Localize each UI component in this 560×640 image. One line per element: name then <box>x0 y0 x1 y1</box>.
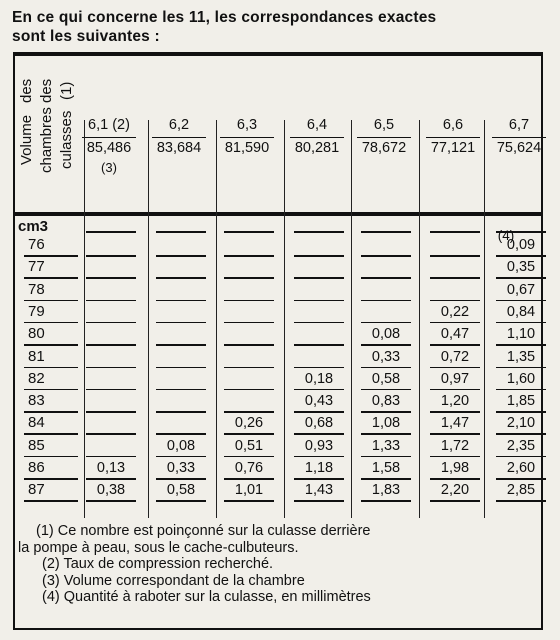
column-divider <box>284 120 285 518</box>
empty-cell-dash <box>430 255 480 257</box>
vlabel-line-2: des <box>18 78 35 104</box>
empty-cell-dash <box>361 231 411 233</box>
column-divider <box>351 120 352 518</box>
table-cell: 0,13 <box>96 460 126 476</box>
intro-line-1: En ce qui concerne les 11, les correspondances exactes <box>12 9 437 26</box>
footnote-3: (3) Volume correspondant de la chambre <box>42 572 305 589</box>
cell-rule <box>224 433 274 435</box>
footnote-2: (2) Taux de compression recherché. <box>42 556 274 572</box>
empty-cell-dash <box>156 344 206 346</box>
empty-cell-dash <box>224 300 274 302</box>
cell-rule <box>224 478 274 480</box>
row-rule <box>24 411 78 413</box>
cell-rule <box>430 500 480 502</box>
compression-ratio: 6,1 (2) <box>88 117 130 133</box>
cell-rule <box>361 456 411 458</box>
empty-cell-dash <box>294 231 344 233</box>
table-cell: 0,08 <box>371 326 401 343</box>
cell-rule <box>294 500 344 502</box>
compression-ratio: 6,4 <box>306 117 328 133</box>
empty-cell-dash <box>156 231 206 233</box>
cell-rule <box>156 456 206 458</box>
empty-cell-dash <box>430 300 480 302</box>
empty-cell-dash <box>224 411 274 413</box>
table-cell: 1,83 <box>371 482 401 499</box>
row-label: 78 <box>28 280 45 298</box>
cell-rule <box>430 389 480 391</box>
vlabel-line-3: chambres <box>38 107 55 173</box>
empty-cell-dash <box>156 367 206 369</box>
table-cell: 0,84 <box>506 303 536 320</box>
cell-rule <box>294 411 344 413</box>
empty-cell-dash <box>156 277 206 279</box>
cell-rule <box>361 344 411 346</box>
table-cell: 2,20 <box>440 482 470 499</box>
vlabel-line-1: Volume <box>18 114 35 166</box>
vlabel-line-5: culasses <box>58 110 75 170</box>
row-rule <box>24 478 78 480</box>
column-divider <box>216 120 217 518</box>
intro-line-2: sont les suivantes : <box>12 28 160 45</box>
row-rule <box>24 456 78 458</box>
empty-cell-dash <box>86 367 136 369</box>
table-cell: 1,01 <box>234 482 264 499</box>
empty-cell-dash <box>294 255 344 257</box>
header-separator <box>15 212 541 216</box>
footnote-1a: (1) Ce nombre est poinçonné sur la culasse derrière <box>36 523 371 539</box>
column-divider <box>419 120 420 518</box>
column-header <box>486 116 552 158</box>
cell-rule <box>496 277 546 279</box>
empty-cell-dash <box>156 255 206 257</box>
table-cell: 1,33 <box>371 437 401 454</box>
empty-cell-dash <box>361 277 411 279</box>
row-label: 83 <box>28 392 45 410</box>
column-header <box>146 116 212 158</box>
cell-rule <box>496 389 546 391</box>
table-cell: 0,68 <box>304 415 334 432</box>
chamber-volume: 83,684 <box>152 137 206 158</box>
table-cell: 2,60 <box>506 460 536 476</box>
table-cell: 0,58 <box>166 482 196 499</box>
compression-ratio: 6,2 <box>168 117 190 133</box>
empty-cell-dash <box>224 322 274 324</box>
table-cell: 2,35 <box>506 437 536 454</box>
cell-rule <box>86 500 136 502</box>
cell-rule <box>496 478 546 480</box>
empty-cell-dash <box>86 255 136 257</box>
table-cell: 1,20 <box>440 393 470 410</box>
empty-cell-dash <box>224 367 274 369</box>
empty-cell-dash <box>224 389 274 391</box>
vertical-label-top <box>17 66 81 116</box>
empty-cell-dash <box>361 300 411 302</box>
row-label: 86 <box>28 459 45 476</box>
intro-text <box>12 8 552 46</box>
unit-label: cm3 <box>18 218 49 235</box>
empty-cell-dash <box>294 322 344 324</box>
table-cell: 0,51 <box>234 437 264 454</box>
cell-rule <box>294 389 344 391</box>
cell-rule <box>430 456 480 458</box>
row-label: 82 <box>28 369 45 387</box>
table-cell: 0,43 <box>304 393 334 410</box>
table-cell: 1,08 <box>371 415 401 432</box>
column-header <box>76 116 142 177</box>
compression-ratio: 6,7 <box>508 117 530 133</box>
empty-cell-dash <box>294 300 344 302</box>
cell-rule <box>361 433 411 435</box>
column-header <box>351 116 417 158</box>
chamber-volume: 80,281 <box>290 137 344 158</box>
footnotes <box>18 523 543 606</box>
empty-cell-dash <box>224 231 274 233</box>
empty-cell-dash <box>156 433 206 435</box>
vlabel-line-4: des <box>38 78 55 104</box>
table-cell: 0,97 <box>440 370 470 387</box>
table-cell: 0,09 <box>506 237 536 253</box>
table-cell: 0,58 <box>371 370 401 387</box>
chamber-volume: 75,624 <box>492 137 546 158</box>
empty-cell-dash <box>430 277 480 279</box>
empty-cell-dash <box>86 433 136 435</box>
empty-cell-dash <box>86 389 136 391</box>
table-cell: 0,33 <box>166 460 196 476</box>
row-label: 81 <box>28 347 45 365</box>
cell-rule <box>156 500 206 502</box>
compression-ratio: 6,6 <box>442 117 464 133</box>
cell-rule <box>361 389 411 391</box>
row-rule <box>24 300 78 302</box>
table-cell: 0,76 <box>234 460 264 476</box>
cell-rule <box>224 456 274 458</box>
empty-cell-dash <box>86 300 136 302</box>
column-header <box>420 116 486 158</box>
column-header <box>214 116 280 158</box>
row-label: 85 <box>28 436 45 454</box>
empty-cell-dash <box>224 255 274 257</box>
compression-ratio: 6,5 <box>373 117 395 133</box>
table-cell: 1,72 <box>440 437 470 454</box>
column-divider <box>148 120 149 518</box>
empty-cell-dash <box>294 367 344 369</box>
empty-cell-dash <box>86 456 136 458</box>
empty-cell-dash <box>361 322 411 324</box>
empty-cell-dash <box>86 344 136 346</box>
empty-cell-dash <box>156 300 206 302</box>
cell-rule <box>361 500 411 502</box>
row-label: 77 <box>28 258 45 276</box>
empty-cell-dash <box>430 231 480 233</box>
empty-cell-dash <box>86 322 136 324</box>
row-label: 79 <box>28 302 45 320</box>
empty-cell-dash <box>361 255 411 257</box>
table-cell: 0,18 <box>304 370 334 387</box>
table-cell: 0,93 <box>304 437 334 454</box>
empty-cell-dash <box>156 322 206 324</box>
table-cell: 0,38 <box>96 482 126 499</box>
empty-cell-dash <box>224 344 274 346</box>
cell-rule <box>224 500 274 502</box>
row-rule <box>24 367 78 369</box>
chamber-volume: 81,590 <box>220 137 274 158</box>
cell-rule <box>156 478 206 480</box>
row-rule <box>24 389 78 391</box>
cell-rule <box>294 433 344 435</box>
row-rule <box>24 500 78 502</box>
cell-rule <box>496 456 546 458</box>
row-rule <box>24 433 78 435</box>
cell-rule <box>86 478 136 480</box>
table-cell: 0,22 <box>440 303 470 320</box>
table-cell: 0,83 <box>371 393 401 410</box>
cell-rule <box>496 255 546 257</box>
cell-rule <box>430 411 480 413</box>
table-cell: 1,43 <box>304 482 334 499</box>
cell-rule <box>361 367 411 369</box>
column-header <box>284 116 350 158</box>
empty-cell-dash <box>294 344 344 346</box>
note-4-marker: (4) <box>497 228 515 243</box>
cell-rule <box>361 411 411 413</box>
row-label: 87 <box>28 481 45 499</box>
table-cell: 1,85 <box>506 393 536 410</box>
table-cell: 0,35 <box>506 259 536 276</box>
empty-cell-dash <box>156 411 206 413</box>
cell-rule <box>294 456 344 458</box>
chamber-volume: 77,121 <box>426 137 480 158</box>
table-cell: 1,98 <box>440 460 470 476</box>
table-cell: 1,47 <box>440 415 470 432</box>
row-label: 84 <box>28 414 45 432</box>
empty-cell-dash <box>86 277 136 279</box>
empty-cell-dash <box>86 411 136 413</box>
row-label: 76 <box>28 236 45 253</box>
empty-cell-dash <box>294 277 344 279</box>
table-cell: 1,58 <box>371 460 401 476</box>
table-cell: 1,18 <box>304 460 334 476</box>
cell-rule <box>496 500 546 502</box>
empty-cell-dash <box>86 231 136 233</box>
cell-rule <box>496 322 546 324</box>
table-cell: 2,85 <box>506 482 536 499</box>
footnote-marker: (3) <box>101 160 117 175</box>
table-cell: 0,33 <box>371 348 401 365</box>
footnote-1b: la pompe à peau, sous le cache-culbuteurs. <box>18 539 299 556</box>
row-rule <box>24 344 78 346</box>
table-cell: 2,10 <box>506 415 536 432</box>
empty-cell-dash <box>156 389 206 391</box>
cell-rule <box>496 411 546 413</box>
table-cell: 0,72 <box>440 348 470 365</box>
cell-rule <box>361 478 411 480</box>
table-cell: 1,10 <box>506 326 536 343</box>
table-cell: 0,08 <box>166 437 196 454</box>
cell-rule <box>294 478 344 480</box>
row-rule <box>24 322 78 324</box>
cell-rule <box>496 300 546 302</box>
footnote-4: (4) Quantité à raboter sur la culasse, en millimètres <box>42 589 371 605</box>
cell-rule <box>496 433 546 435</box>
table-cell: 1,60 <box>506 370 536 387</box>
row-label: 80 <box>28 325 45 343</box>
cell-rule <box>430 478 480 480</box>
table-cell: 0,67 <box>506 281 536 298</box>
cell-rule <box>430 344 480 346</box>
vlabel-line-6: (1) <box>58 81 75 101</box>
cell-rule <box>496 344 546 346</box>
chamber-volume: 85,486 <box>82 137 136 158</box>
row-rule <box>24 255 78 257</box>
cell-rule <box>430 433 480 435</box>
cell-rule <box>496 367 546 369</box>
table-cell: 0,26 <box>234 415 264 432</box>
row-rule <box>24 277 78 279</box>
table-cell: 0,47 <box>440 326 470 343</box>
table-cell: 1,35 <box>506 348 536 365</box>
compression-ratio: 6,3 <box>236 117 258 133</box>
cell-rule <box>430 322 480 324</box>
cell-rule <box>430 367 480 369</box>
chamber-volume: 78,672 <box>357 137 411 158</box>
empty-cell-dash <box>224 277 274 279</box>
